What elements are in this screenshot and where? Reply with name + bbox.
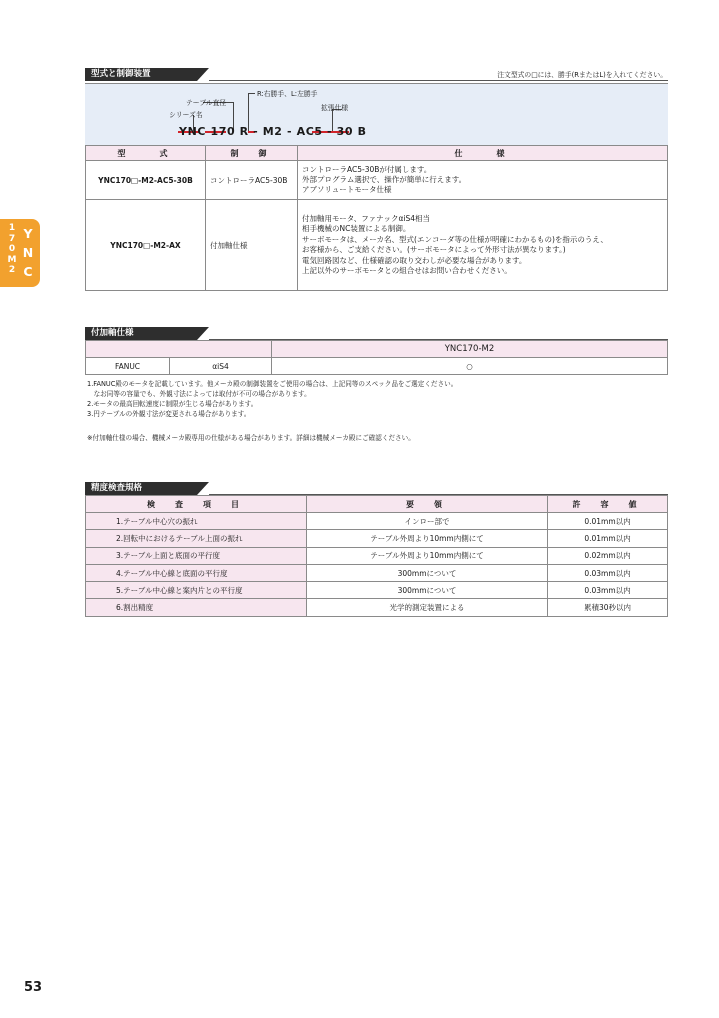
table-row — [86, 564, 668, 581]
spec-line: 相手機械のNC装置による制御。 — [302, 224, 411, 233]
model-code: YNC 170 R - M2 - AC5 - 30 B — [179, 125, 367, 138]
tolerance-cell: 0.01mm以内 — [548, 530, 668, 547]
method-cell: インロー部で — [307, 513, 548, 530]
inspection-item-cell: 4.テーブル中心線と底面の平行度 — [86, 564, 307, 581]
page-number: 53 — [24, 980, 43, 995]
inspection-item-cell: 6.割出精度 — [86, 599, 307, 616]
spec-line: 電気回路図など、仕様確認の取り交わしが必要な場合があります。 — [302, 255, 527, 265]
tolerance-cell: 累積30秒以内 — [548, 599, 668, 616]
model-control-table — [85, 145, 668, 291]
control-cell: コントローラAC5-30B — [206, 161, 298, 200]
maker-cell: FANUC — [86, 358, 170, 375]
tolerance-cell: 0.02mm以内 — [548, 547, 668, 564]
header-tolerance: 許 容 値 — [548, 496, 668, 513]
label-table-diameter: テーブル直径 — [186, 99, 227, 107]
label-series: シリーズ名 — [169, 111, 203, 119]
axis-notes — [87, 379, 457, 419]
tolerance-cell: 0.01mm以内 — [548, 513, 668, 530]
method-cell: 300mmについて — [307, 582, 548, 599]
spec-line: お客様から、ご支給ください。(サーボモータによって外形寸法が異なります。) — [302, 245, 566, 254]
model-code-diagram — [85, 83, 668, 146]
table-row — [86, 582, 668, 599]
label-extension: 拡張仕様 — [321, 104, 349, 112]
model-cell: YNC170□-M2-AC5-30B — [86, 161, 206, 200]
spec-line: アブソリュートモータ仕様 — [302, 185, 392, 194]
additional-axis-table — [85, 340, 668, 375]
table-row — [86, 547, 668, 564]
header-ync170-m2: YNC170-M2 — [272, 341, 668, 358]
note-line: 3.円テーブルの外観寸法が変更される場合があります。 — [87, 410, 251, 418]
side-index-tab[interactable] — [0, 219, 40, 287]
table-row — [86, 200, 668, 291]
note-line: 1.FANUC殿のモータを記載しています。他メーカ殿の制御装置をご使用の場合は、上記同等のスペック品をご選定ください。 — [87, 380, 458, 388]
order-note: 注文型式の□には、勝手(RまたはL)を入れてください。 — [497, 71, 667, 79]
section-title-model-control: 型式と制御装置 — [85, 68, 197, 81]
table-row — [86, 530, 668, 547]
tolerance-cell: 0.03mm以内 — [548, 564, 668, 581]
method-cell: 光学的測定装置による — [307, 599, 548, 616]
method-cell: 300mmについて — [307, 564, 548, 581]
spec-line: 外部プログラム選択で、操作が簡単に行えます。 — [302, 175, 467, 184]
spec-line: 上記以外のサーボモータとの組合せはお問い合わせください。 — [302, 266, 512, 275]
side-tab-series: 1 7 0 M 2 — [7, 223, 17, 275]
table-row — [86, 599, 668, 616]
accuracy-table — [85, 495, 668, 617]
table-row — [86, 161, 668, 200]
note-line: なお同等の容量でも、外観寸法によっては取付が不可の場合があります。 — [87, 390, 311, 398]
inspection-item-cell: 2.回転中におけるテーブル上面の振れ — [86, 530, 307, 547]
note-line: 2.モータの最高回転速度に制限が生じる場合があります。 — [87, 400, 258, 408]
spec-line: 付加軸用モータ、ファナックαiS4相当 — [302, 213, 431, 223]
inspection-item-cell: 5.テーブル中心線と案内片との平行度 — [86, 582, 307, 599]
axis-footnote: ※付加軸仕様の場合、機械メーカ殿専用の仕様がある場合があります。詳細は機械メーカ殿にご確認ください。 — [87, 434, 415, 442]
spec-line: コントローラAC5-30Bが付属します。 — [302, 165, 432, 174]
header-model: 型 式 — [86, 146, 206, 161]
compatibility-cell: ○ — [272, 358, 668, 375]
motor-cell: αiS4 — [170, 358, 272, 375]
header-control: 制 御 — [206, 146, 298, 161]
spec-cell — [298, 200, 668, 291]
method-cell: テーブル外周より10mm内側にて — [307, 530, 548, 547]
table-row — [86, 358, 668, 375]
spec-line: サーボモータは、メーカ名、型式(エンコーダ等の仕様が明確にわかるもの)を指示のうえ、 — [302, 234, 608, 244]
section-title-accuracy: 精度検査規格 — [85, 482, 197, 495]
header-method: 要 領 — [307, 496, 548, 513]
section-title-additional-axis: 付加軸仕様 — [85, 327, 197, 340]
inspection-item-cell: 1.テーブル中心穴の振れ — [86, 513, 307, 530]
table-row — [86, 513, 668, 530]
side-tab-product: Y N C — [22, 226, 34, 279]
header-spec: 仕 様 — [298, 146, 668, 161]
model-cell: YNC170□-M2-AX — [86, 200, 206, 291]
method-cell: テーブル外周より10mm内側にて — [307, 547, 548, 564]
label-direction: R:右勝手、L:左勝手 — [257, 90, 318, 98]
header-inspection-item: 検 査 項 目 — [86, 496, 307, 513]
spec-cell — [298, 161, 668, 200]
control-cell: 付加軸仕様 — [206, 200, 298, 291]
tolerance-cell: 0.03mm以内 — [548, 582, 668, 599]
inspection-item-cell: 3.テーブル上面と底面の平行度 — [86, 547, 307, 564]
